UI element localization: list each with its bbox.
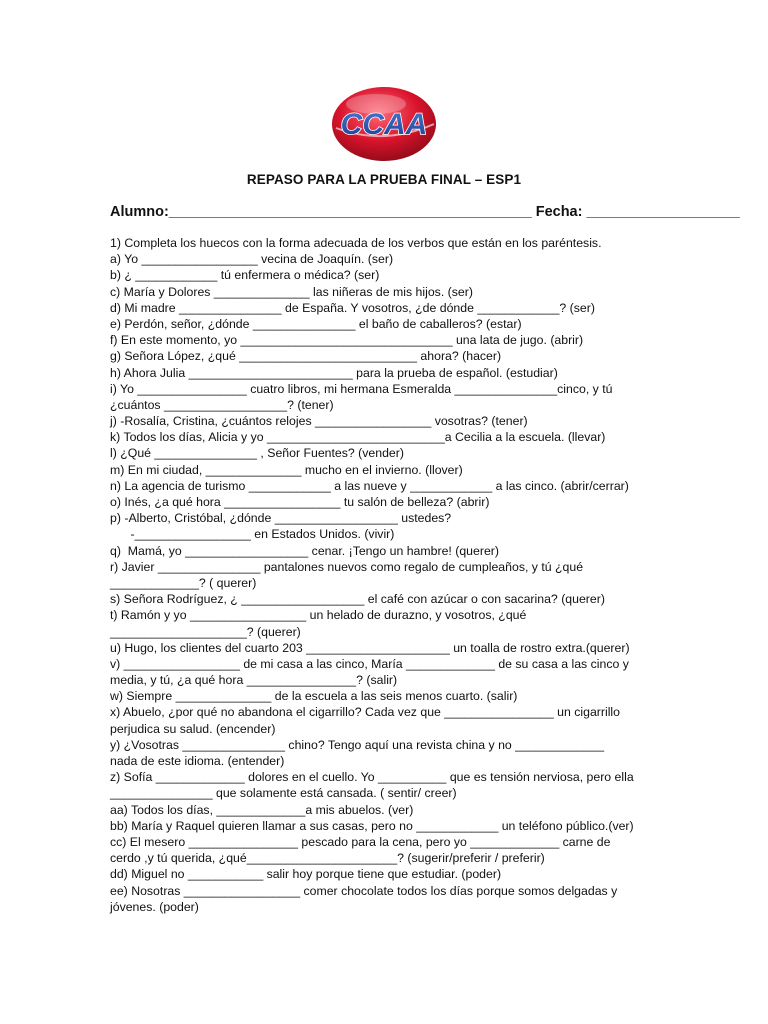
exercise-line: m) En mi ciudad, ______________ mucho en el invierno. (llover) bbox=[110, 462, 463, 477]
exercise-line: d) Mi madre _______________ de España. Y vosotros, ¿de dónde ____________? (ser) bbox=[110, 300, 595, 315]
exercise-line: 1) Completa los huecos con la forma adecuada de los verbos que están en los paréntesis. bbox=[110, 236, 602, 250]
exercise-line: media, y tú, ¿a qué hora ________________? (salir) bbox=[110, 673, 398, 688]
exercise-line: ee) Nosotras _________________ comer chocolate todos los días porque somos delgadas y bbox=[110, 883, 618, 898]
exercise-line: ____________________? (querer) bbox=[110, 624, 301, 639]
exercise-line: jóvenes. (poder) bbox=[110, 899, 199, 914]
exercise-line: w) Siempre ______________ de la escuela a las seis menos cuarto. (salir) bbox=[110, 689, 518, 704]
exercise-line: s) Señora Rodríguez, ¿ __________________ el café con azúcar o con sacarina? (querer) bbox=[110, 592, 605, 607]
exercise-line: l) ¿Qué _______________ , Señor Fuentes? (vender) bbox=[110, 446, 404, 461]
exercise-line: j) -Rosalía, Cristina, ¿cuántos relojes _________________ vosotras? (tener) bbox=[110, 414, 528, 429]
exercise-line: ¿cuántos __________________? (tener) bbox=[110, 397, 334, 412]
exercise-line: perjudica su salud. (encender) bbox=[110, 721, 276, 736]
exercise-line: t) Ramón y yo _________________ un helado de durazno, y vosotros, ¿qué bbox=[110, 608, 527, 623]
exercise-line: z) Sofía _____________ dolores en el cuello. Yo __________ que es tensión nerviosa, pero ella bbox=[110, 770, 634, 785]
exercise-line: dd) Miguel no ___________ salir hoy porque tiene que estudiar. (poder) bbox=[110, 867, 502, 882]
exercise-line: x) Abuelo, ¿por qué no abandona el cigarrillo? Cada vez que ________________ un cigarrillo bbox=[110, 705, 621, 720]
exercise-line: n) La agencia de turismo ____________ a las nueve y ____________ a las cinco. (abrir/cerrar) bbox=[110, 478, 629, 493]
exercise-line: aa) Todos los días, _____________a mis abuelos. (ver) bbox=[110, 802, 414, 817]
exercise-line: b) ¿ ____________ tú enfermera o médica? (ser) bbox=[110, 268, 380, 283]
exercise-line: a) Yo _________________ vecina de Joaquín. (ser) bbox=[110, 252, 394, 267]
exercise-line: r) Javier _______________ pantalones nuevos como regalo de cumpleaños, y tú ¿qué bbox=[110, 559, 584, 574]
exercise-line: c) María y Dolores ______________ las niñeras de mis hijos. (ser) bbox=[110, 284, 473, 299]
exercise-line: f) En este momento, yo _______________________________ una lata de jugo. (abrir) bbox=[110, 333, 584, 348]
exercise-line: k) Todos los días, Alicia y yo __________________________a Cecilia a la escuela. (llevar) bbox=[110, 430, 606, 445]
exercise-line: bb) María y Raquel quieren llamar a sus casas, pero no ____________ un teléfono público.(ver) bbox=[110, 818, 634, 833]
exercise-line: g) Señora López, ¿qué __________________________ ahora? (hacer) bbox=[110, 349, 502, 364]
exercise-line: v) _________________ de mi casa a las cinco, María _____________ de su casa a las cinco y bbox=[110, 656, 629, 671]
exercise-line: y) ¿Vosotras _______________ chino? Tengo aquí una revista china y no _____________ bbox=[110, 737, 605, 752]
exercise-text bbox=[110, 235, 670, 915]
exercise-line: cerdo ,y tú querida, ¿qué______________________? (sugerir/preferir / preferir) bbox=[110, 851, 545, 866]
exercise-line: nada de este idioma. (entender) bbox=[110, 754, 285, 768]
ccaa-logo bbox=[326, 84, 442, 164]
exercise-line: _______________ que solamente está cansada. ( sentir/ creer) bbox=[110, 786, 457, 801]
exercise-line: i) Yo ________________ cuatro libros, mi hermana Esmeralda _______________cinco, y tú bbox=[110, 381, 613, 396]
exercise-line: h) Ahora Julia ________________________ para la prueba de español. (estudiar) bbox=[110, 365, 558, 380]
student-name-date-line: Alumno:_____________________________________________ Fecha: ___________________ bbox=[110, 204, 740, 220]
exercise-line: cc) El mesero ________________ pescado para la cena, pero yo _____________ carne de bbox=[110, 834, 611, 849]
exercise-line: _____________? ( querer) bbox=[110, 575, 257, 590]
exercise-line: e) Perdón, señor, ¿dónde _______________ el baño de caballeros? (estar) bbox=[110, 316, 522, 331]
exercise-line: o) Inés, ¿a qué hora _________________ tu salón de belleza? (abrir) bbox=[110, 495, 490, 509]
logo-text: CCAA bbox=[340, 108, 428, 141]
exercise-line: p) -Alberto, Cristóbal, ¿dónde __________________ ustedes? bbox=[110, 511, 452, 526]
worksheet-title: REPASO PARA LA PRUEBA FINAL – ESP1 bbox=[246, 172, 522, 187]
exercise-line: -_________________ en Estados Unidos. (vivir) bbox=[110, 527, 395, 542]
exercise-line: u) Hugo, los clientes del cuarto 203 _____________________ un toalla de rostro extra.(querer) bbox=[110, 640, 630, 655]
exercise-line: q) Mamá, yo __________________ cenar. ¡Tengo un hambre! (querer) bbox=[110, 543, 499, 558]
